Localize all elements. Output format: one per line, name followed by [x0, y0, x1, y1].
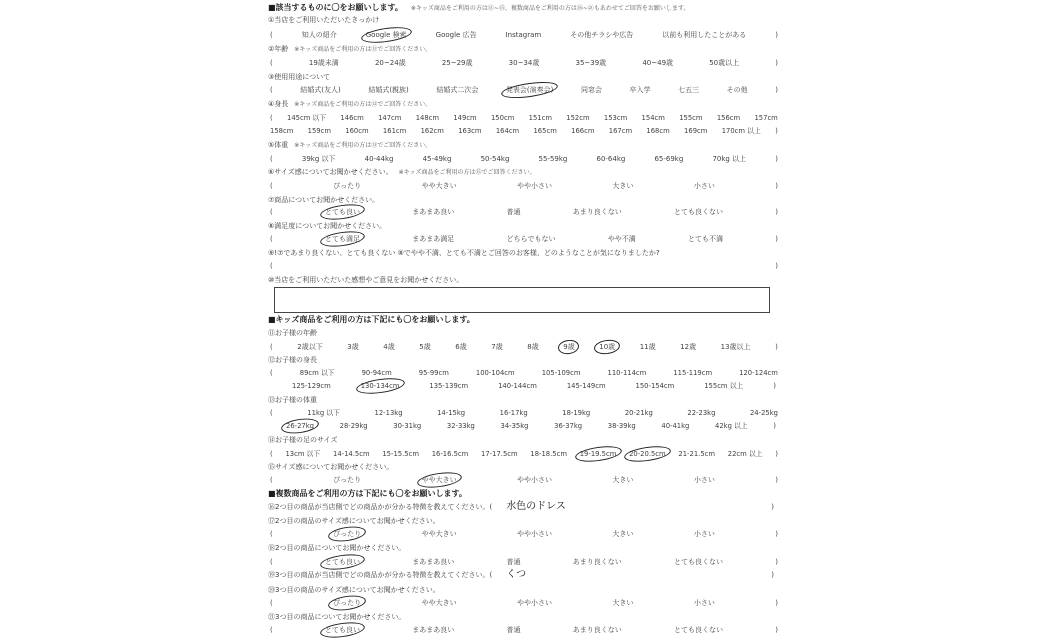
option-choice[interactable]: 158cm — [270, 127, 294, 135]
option-choice[interactable]: 152cm — [566, 114, 590, 122]
option-choice[interactable]: 38-39kg — [607, 422, 636, 430]
option-choice[interactable]: 155cm 以上 — [704, 382, 744, 390]
option-choice[interactable]: 以前も利用したことがある — [662, 31, 747, 39]
close-bracket: ) — [775, 530, 778, 538]
close-bracket: ) — [775, 208, 778, 216]
open-bracket: ( — [270, 182, 273, 190]
option-choice[interactable]: 40-41kg — [661, 422, 690, 430]
question-7-options — [268, 206, 780, 218]
close-bracket: ) — [771, 503, 774, 511]
option-choice[interactable]: 90-94cm — [361, 369, 392, 377]
close-bracket: ) — [775, 262, 778, 270]
option-choice[interactable]: 結婚式二次会 — [436, 86, 479, 94]
option-choice[interactable]: やや小さい — [517, 599, 552, 607]
question-4-options-row1 — [268, 112, 780, 124]
option-choice[interactable]: 155cm — [679, 114, 703, 122]
question-5-label — [268, 139, 776, 151]
option-choice[interactable]: ぴったり — [333, 182, 362, 190]
option-choice[interactable]: とても良くない — [673, 208, 723, 216]
option-choice[interactable]: 165cm — [533, 127, 557, 135]
question-13-options-row1 — [268, 407, 780, 419]
option-choice[interactable]: Instagram — [505, 31, 542, 39]
question-9-label: ⑨!⑦であまり良くない、とても良くない ⑧でやや不満、とても不満とご回答のお客様、どのようなことが気になりましたか? — [268, 249, 660, 257]
close-bracket: ) — [775, 59, 778, 67]
option-choice[interactable]: 163cm — [458, 127, 482, 135]
question-7-label: ⑦商品についてお聞かせください。 — [268, 196, 380, 204]
option-choice[interactable]: 22-23kg — [687, 409, 716, 417]
close-bracket: ) — [775, 450, 778, 458]
option-choice[interactable]: とても不満 — [688, 235, 723, 243]
option-choice[interactable]: まあまあ良い — [412, 208, 455, 216]
option-choice[interactable]: 七五三 — [678, 86, 700, 94]
open-bracket: ( — [270, 235, 273, 243]
open-bracket: ( — [270, 558, 273, 566]
option-choice[interactable]: 大きい — [612, 530, 634, 538]
question-10-label: ⑩当店をご利用いただいた感想やご意見をお聞かせください。 — [268, 276, 464, 284]
option-choice[interactable]: 12歳 — [680, 343, 697, 351]
open-bracket: ( — [270, 450, 273, 458]
question-11-options — [268, 341, 780, 353]
option-choice[interactable]: Google 広告 — [435, 31, 477, 39]
q-label: ②年齢 — [268, 45, 289, 53]
q-label: ⑥サイズ感についてお聞かせください。 — [268, 168, 393, 176]
question-4-options-row2 — [268, 125, 780, 137]
option-choice[interactable]: 16-17kg — [499, 409, 528, 417]
option-choice[interactable]: 162cm — [420, 127, 444, 135]
section-header-multiple: ■複数商品をご利用の方は下記にも〇をお願いします。 — [268, 489, 467, 498]
option-choice[interactable]: 28-29kg — [339, 422, 368, 430]
option-choice[interactable]: 大きい — [612, 476, 634, 484]
question-6-label — [268, 166, 776, 178]
option-choice[interactable]: 166cm — [571, 127, 595, 135]
option-choice[interactable]: 卒入学 — [629, 86, 651, 94]
open-bracket: ( — [270, 155, 273, 163]
open-bracket: ( — [270, 530, 273, 538]
option-choice[interactable]: 95-99cm — [418, 369, 449, 377]
option-choice[interactable]: 65-69kg — [654, 155, 684, 163]
open-bracket: ( — [270, 343, 273, 351]
option-choice[interactable]: 42kg 以上 — [715, 422, 748, 430]
option-choice[interactable]: まあまあ良い — [412, 558, 455, 566]
question-17-label: ⑰2つ目の商品のサイズ感についてお聞かせください。 — [268, 517, 440, 525]
option-choice[interactable]: 151cm — [528, 114, 552, 122]
option-choice[interactable]: 154cm — [641, 114, 665, 122]
option-choice[interactable]: 17-17.5cm — [481, 450, 518, 458]
question-14-label: ⑭お子様の足のサイズ — [268, 436, 338, 444]
option-choice[interactable]: その他 — [726, 86, 748, 94]
question-8-label: ⑧満足度についてお聞かせください。 — [268, 222, 387, 230]
option-choice[interactable]: 21-21.5cm — [678, 450, 715, 458]
option-selected[interactable]: 26-27kg — [286, 422, 315, 430]
option-choice[interactable]: まあまあ良い — [412, 626, 455, 634]
option-choice[interactable]: 39kg 以下 — [301, 155, 336, 163]
option-selected[interactable]: やや大きい — [421, 476, 457, 484]
option-choice[interactable]: 105-109cm — [541, 369, 581, 377]
option-choice[interactable]: 150cm — [490, 114, 515, 122]
question-1-options — [268, 29, 780, 41]
open-bracket: ( — [270, 262, 273, 270]
close-bracket: ) — [775, 476, 778, 484]
option-choice[interactable]: 161cm — [382, 127, 407, 135]
option-choice[interactable]: 110-114cm — [607, 369, 647, 377]
option-choice[interactable]: 18-19kg — [562, 409, 591, 417]
option-choice[interactable]: 45-49kg — [422, 155, 452, 163]
option-choice[interactable]: どちらでもない — [506, 235, 556, 243]
option-choice[interactable]: その他チラシや広告 — [570, 31, 634, 39]
question-4-label — [268, 98, 776, 110]
option-choice[interactable]: 小さい — [693, 182, 715, 190]
option-choice[interactable]: 156cm — [716, 114, 741, 122]
option-selected[interactable]: 発表会(演奏会) — [505, 86, 554, 94]
question-14-options — [268, 448, 780, 460]
option-choice[interactable]: 40~49歳 — [642, 59, 674, 67]
section-header-general — [268, 2, 776, 14]
option-choice[interactable]: 30-31kg — [393, 422, 422, 430]
option-choice[interactable]: 4歳 — [383, 343, 395, 351]
q-note: ※キッズ商品をご利用の方は⑬でご回答ください。 — [294, 142, 432, 149]
close-bracket: ) — [773, 382, 776, 390]
option-choice[interactable]: 125-129cm — [292, 382, 331, 390]
option-choice[interactable]: 100-104cm — [475, 369, 515, 377]
option-choice[interactable]: 24-25kg — [749, 409, 778, 417]
close-bracket: ) — [775, 235, 778, 243]
option-choice[interactable]: 160cm — [345, 127, 369, 135]
close-bracket: ) — [775, 599, 778, 607]
option-choice[interactable]: やや小さい — [517, 530, 552, 538]
question-12-options-row2 — [268, 380, 778, 392]
option-selected[interactable]: 130-134cm — [360, 382, 400, 390]
question-18-options — [268, 556, 780, 568]
option-choice[interactable]: 大きい — [612, 182, 634, 190]
option-choice[interactable]: 16-16.5cm — [431, 450, 469, 458]
option-choice[interactable]: 40-44kg — [364, 155, 394, 163]
option-choice[interactable]: 36-37kg — [554, 422, 583, 430]
question-3-options — [268, 84, 780, 96]
option-choice[interactable]: 知人の紹介 — [301, 31, 337, 39]
option-choice[interactable]: 145-149cm — [566, 382, 606, 390]
option-selected[interactable]: 19-19.5cm — [579, 450, 617, 458]
question-16-row[interactable] — [268, 501, 776, 513]
option-choice[interactable]: 小さい — [693, 476, 715, 484]
option-choice[interactable]: 35~39歳 — [575, 59, 607, 67]
option-choice[interactable]: とても良くない — [673, 558, 723, 566]
question-12-label: ⑫お子様の身長 — [268, 356, 317, 364]
option-choice[interactable]: 結婚式(友人) — [300, 86, 341, 94]
option-choice[interactable]: 167cm — [608, 127, 633, 135]
handwritten-answer: 水色のドレス — [506, 501, 566, 512]
option-choice[interactable]: 15-15.5cm — [382, 450, 419, 458]
option-choice[interactable]: 50歳以上 — [709, 59, 740, 67]
option-choice[interactable]: 34-35kg — [500, 422, 529, 430]
option-choice[interactable]: 30~34歳 — [508, 59, 540, 67]
question-15-options — [268, 474, 780, 486]
option-choice[interactable]: 20-21kg — [624, 409, 653, 417]
question-12-options-row1 — [268, 367, 780, 379]
option-choice[interactable]: あまり良くない — [572, 208, 622, 216]
option-choice[interactable]: 25~29歳 — [441, 59, 473, 67]
option-choice[interactable]: 70kg 以上 — [712, 155, 747, 163]
q-label: ⑲3つ目の商品が当店側でどの商品かが分かる特徴を教えてください。( — [268, 571, 493, 579]
option-choice[interactable]: 13cm 以下 — [285, 450, 321, 458]
handwritten-answer: くつ — [506, 569, 527, 580]
open-bracket: ( — [270, 59, 273, 67]
question-19-row[interactable] — [268, 569, 776, 581]
close-bracket: ) — [775, 86, 778, 94]
option-selected[interactable]: ぴったり — [333, 599, 362, 607]
option-choice[interactable]: 6歳 — [455, 343, 467, 351]
option-choice[interactable]: 14-15kg — [437, 409, 466, 417]
question-2-label — [268, 43, 776, 55]
option-selected[interactable]: とても良い — [324, 626, 360, 634]
option-choice[interactable]: 153cm — [603, 114, 628, 122]
option-choice[interactable]: やや大きい — [421, 182, 457, 190]
option-choice[interactable]: 11歳 — [639, 343, 656, 351]
option-choice[interactable]: 結婚式(親族) — [368, 86, 409, 94]
option-selected[interactable]: 9歳 — [563, 343, 575, 351]
option-choice[interactable]: やや大きい — [421, 530, 457, 538]
option-choice[interactable]: 普通 — [506, 626, 521, 634]
close-bracket: ) — [775, 182, 778, 190]
comment-box[interactable] — [274, 287, 770, 313]
option-choice[interactable]: 32-33kg — [446, 422, 475, 430]
open-bracket: ( — [270, 409, 273, 417]
option-choice[interactable]: まあまあ満足 — [412, 235, 455, 243]
close-bracket: ) — [775, 558, 778, 566]
option-choice[interactable]: 145cm 以下 — [287, 114, 327, 122]
question-15-label: ⑮サイズ感についてお聞かせください。 — [268, 463, 394, 471]
option-selected[interactable]: とても良い — [324, 558, 360, 566]
option-selected[interactable]: Google 検索 — [365, 31, 407, 39]
option-choice[interactable]: 150-154cm — [635, 382, 675, 390]
option-selected[interactable]: とても良い — [324, 208, 360, 216]
option-choice[interactable]: 11kg 以下 — [307, 409, 340, 417]
close-bracket: ) — [775, 626, 778, 634]
option-choice[interactable]: 12-13kg — [374, 409, 403, 417]
open-bracket: ( — [270, 599, 273, 607]
q-label: ⑯2つ目の商品が当店側でどの商品かが分かる特徴を教えてください。( — [268, 503, 493, 511]
option-choice[interactable]: 149cm — [453, 114, 477, 122]
option-choice[interactable]: 同窓会 — [580, 86, 602, 94]
open-bracket: ( — [270, 369, 273, 377]
question-21-options — [268, 624, 780, 636]
option-choice[interactable]: 135-139cm — [429, 382, 469, 390]
open-bracket: ( — [270, 476, 273, 484]
option-choice[interactable]: 小さい — [693, 530, 715, 538]
open-bracket: ( — [270, 114, 273, 122]
q-note: ※キッズ商品をご利用の方は⑮でご回答ください。 — [398, 169, 536, 176]
option-choice[interactable]: 146cm — [340, 114, 364, 122]
option-choice[interactable]: 159cm — [307, 127, 331, 135]
option-choice[interactable]: 18-18.5cm — [530, 450, 567, 458]
question-21-label: ㉑3つ目の商品についてお聞かせください。 — [268, 613, 406, 621]
option-choice[interactable]: 50-54kg — [480, 155, 510, 163]
question-20-options — [268, 597, 780, 609]
close-bracket: ) — [771, 571, 774, 579]
question-20-label: ⑳3つ目の商品のサイズ感についてお聞かせください。 — [268, 586, 440, 594]
option-choice[interactable]: ぴったり — [333, 476, 362, 484]
option-choice[interactable]: 169cm — [684, 127, 708, 135]
q-note: ※キッズ商品をご利用の方は⑫でご回答ください。 — [294, 101, 432, 108]
option-selected[interactable]: とても満足 — [325, 235, 360, 243]
close-bracket: ) — [775, 31, 778, 39]
option-choice[interactable]: 13歳以上 — [720, 343, 751, 351]
option-selected[interactable]: 10歳 — [599, 343, 616, 351]
close-bracket: ) — [773, 422, 776, 430]
option-choice[interactable]: 大きい — [612, 599, 634, 607]
option-choice[interactable]: 120-124cm — [739, 369, 778, 377]
option-choice[interactable]: 148cm — [415, 114, 440, 122]
option-choice[interactable]: 2歳以下 — [297, 343, 323, 351]
question-1-label: ①当店をご利用いただいたきっかけ — [268, 16, 380, 24]
question-16-label — [268, 501, 566, 513]
option-selected[interactable]: 20-20.5cm — [629, 450, 666, 458]
option-choice[interactable]: 55-59kg — [538, 155, 568, 163]
question-6-options — [268, 180, 780, 192]
option-choice[interactable]: 小さい — [693, 599, 715, 607]
option-choice[interactable]: 140-144cm — [498, 382, 537, 390]
question-11-label: ⑪お子様の年齢 — [268, 329, 317, 337]
q-label: ④身長 — [268, 100, 289, 108]
close-bracket: ) — [775, 343, 778, 351]
option-choice[interactable]: 157cm — [754, 114, 778, 122]
option-choice[interactable]: 3歳 — [347, 343, 359, 351]
option-choice[interactable]: 115-119cm — [673, 369, 713, 377]
option-choice[interactable]: 5歳 — [419, 343, 431, 351]
option-choice[interactable]: 22cm 以上 — [727, 450, 763, 458]
option-choice[interactable]: 8歳 — [527, 343, 539, 351]
question-8-options — [268, 233, 780, 245]
option-choice[interactable]: 普通 — [506, 558, 521, 566]
section-note: ※キッズ商品をご利用の方は⑪~⑮、複数商品をご利用の方は⑯~㉑もあわせてご回答をお願いします。 — [410, 5, 690, 12]
option-choice[interactable]: とても良くない — [673, 626, 723, 634]
close-bracket: ) — [775, 155, 778, 163]
option-choice[interactable]: やや小さい — [517, 476, 552, 484]
open-bracket: ( — [270, 31, 273, 39]
question-13-options-row2 — [268, 420, 778, 432]
option-choice[interactable]: あまり良くない — [572, 626, 622, 634]
section-header-kids: ■キッズ商品をご利用の方は下記にも〇をお願いします。 — [268, 315, 475, 324]
option-choice[interactable]: やや不満 — [607, 235, 636, 243]
question-19-label — [268, 569, 526, 581]
close-bracket: ) — [775, 127, 778, 135]
survey-sheet — [268, 0, 776, 640]
option-choice[interactable]: 168cm — [646, 127, 670, 135]
option-choice[interactable]: 19歳未満 — [308, 59, 339, 67]
open-bracket: ( — [270, 626, 273, 634]
option-choice[interactable]: 147cm — [378, 114, 402, 122]
option-choice[interactable]: 7歳 — [491, 343, 503, 351]
question-9-answer-field[interactable] — [268, 260, 780, 272]
question-18-label: ⑱2つ目の商品についてお聞かせください。 — [268, 544, 406, 552]
option-choice[interactable]: やや大きい — [421, 599, 457, 607]
open-bracket: ( — [270, 208, 273, 216]
option-selected[interactable]: ぴったり — [333, 530, 362, 538]
option-choice[interactable]: あまり良くない — [572, 558, 622, 566]
q-note: ※キッズ商品をご利用の方は⑪でご回答ください。 — [294, 46, 432, 53]
option-choice[interactable]: 89cm 以下 — [299, 369, 335, 377]
question-13-label: ⑬お子様の体重 — [268, 396, 317, 404]
question-17-options — [268, 528, 780, 540]
option-choice[interactable]: 170cm 以上 — [721, 127, 761, 135]
option-choice[interactable]: 14-14.5cm — [333, 450, 370, 458]
option-choice[interactable]: やや小さい — [517, 182, 552, 190]
q-label: ⑤体重 — [268, 141, 289, 149]
option-choice[interactable]: 20~24歳 — [374, 59, 406, 67]
question-2-options — [268, 57, 780, 69]
section-title: ■該当するものに〇をお願いします。 — [268, 3, 403, 12]
question-3-label: ③使用用途について — [268, 73, 331, 81]
option-choice[interactable]: 60-64kg — [596, 155, 626, 163]
question-5-options — [268, 153, 780, 165]
option-choice[interactable]: 普通 — [506, 208, 521, 216]
option-choice[interactable]: 164cm — [495, 127, 520, 135]
open-bracket: ( — [270, 86, 273, 94]
